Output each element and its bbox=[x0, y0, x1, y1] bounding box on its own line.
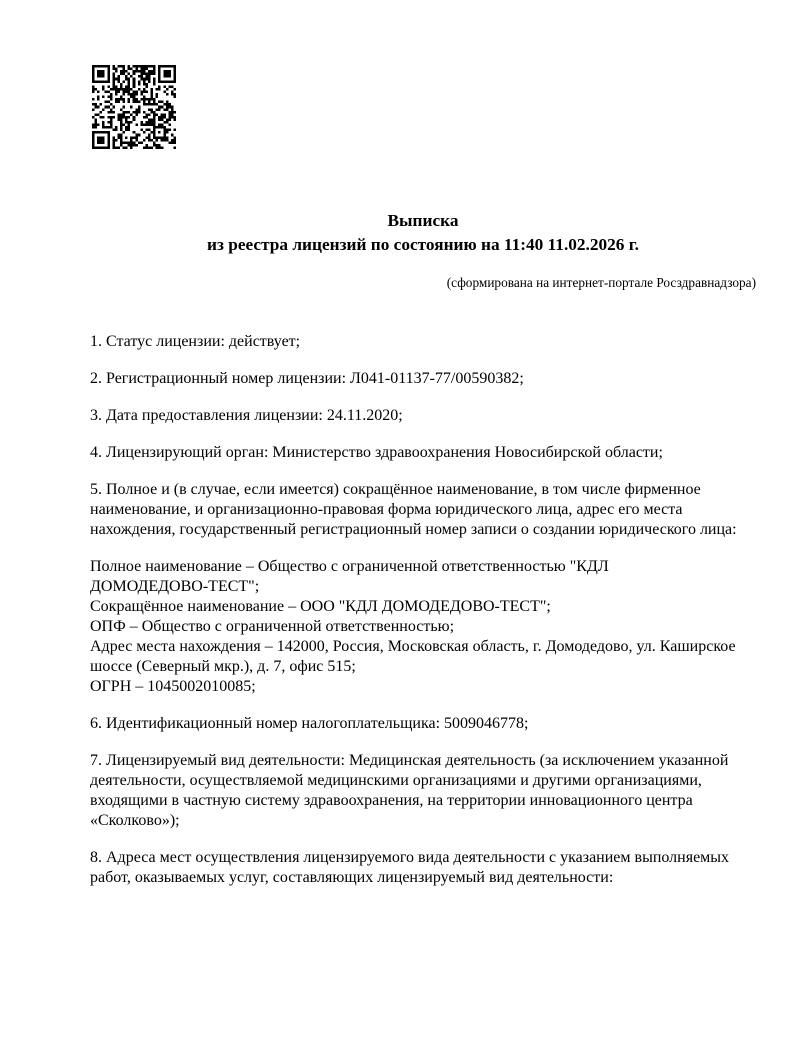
full-name-line: ДОМОДЕДОВО-ТЕСТ"; bbox=[90, 578, 260, 595]
address-line: шоссе (Северный мкр.), д. 7, офис 515; bbox=[90, 658, 356, 675]
text-line: 8. Адреса мест осуществления лицензируемого вида деятельности с указанием выполняемых bbox=[90, 849, 730, 866]
ogrn-line: ОГРН – 1045002010085; bbox=[90, 678, 256, 695]
text-line: 5. Полное и (в случае, если имеется) сокращённое наименование, в том числе фирменное bbox=[90, 481, 701, 498]
text-line: нахождения, государственный регистрационный номер записи о создании юридического лица: bbox=[90, 521, 737, 538]
text-line: 7. Лицензируемый вид деятельности: Медицинская деятельность (за исключением указанной bbox=[90, 752, 729, 769]
text-line: работ, оказываемых услуг, составляющих лицензируемый вид деятельности: bbox=[90, 869, 614, 886]
full-name-line: Полное наименование – Общество с ограниченной ответственностью "КДЛ bbox=[90, 558, 609, 575]
title-line-1: Выписка bbox=[387, 211, 459, 230]
text-line: 2. Регистрационный номер лицензии: Л041-01137-77/00590382; bbox=[90, 370, 524, 387]
document-subtitle: (сформирована на интернет-портале Росздравнадзора) bbox=[446, 275, 756, 290]
document-title bbox=[90, 209, 756, 257]
text-line: входящими в частную систему здравоохранения, на территории инновационного центра bbox=[90, 792, 693, 809]
document-content bbox=[90, 0, 756, 904]
text-line: 4. Лицензирующий орган: Министерство здравоохранения Новосибирской области; bbox=[90, 444, 663, 461]
text-line: 3. Дата предоставления лицензии: 24.11.2020; bbox=[90, 407, 403, 424]
text-line: деятельности, осуществляемой медицинскими организациями и другими организациями, bbox=[90, 772, 702, 789]
address-line: Адрес места нахождения – 142000, Россия, Московская область, г. Домодедово, ул. Каширское bbox=[90, 638, 736, 655]
short-name-line: Сокращённое наименование – ООО "КДЛ ДОМОДЕДОВО-ТЕСТ"; bbox=[90, 598, 551, 615]
text-line: 1. Статус лицензии: действует; bbox=[90, 333, 301, 350]
text-line: 6. Идентификационный номер налогоплательщика: 5009046778; bbox=[90, 715, 529, 732]
text-line: наименование, и организационно-правовая форма юридического лица, адрес его места bbox=[90, 501, 683, 518]
title-line-2: из реестра лицензий по состоянию на 11:40 11.02.2026 г. bbox=[207, 235, 639, 254]
opf-line: ОПФ – Общество с ограниченной ответственностью; bbox=[90, 618, 455, 635]
document-body bbox=[90, 332, 756, 888]
text-line: «Сколково»); bbox=[90, 812, 180, 829]
